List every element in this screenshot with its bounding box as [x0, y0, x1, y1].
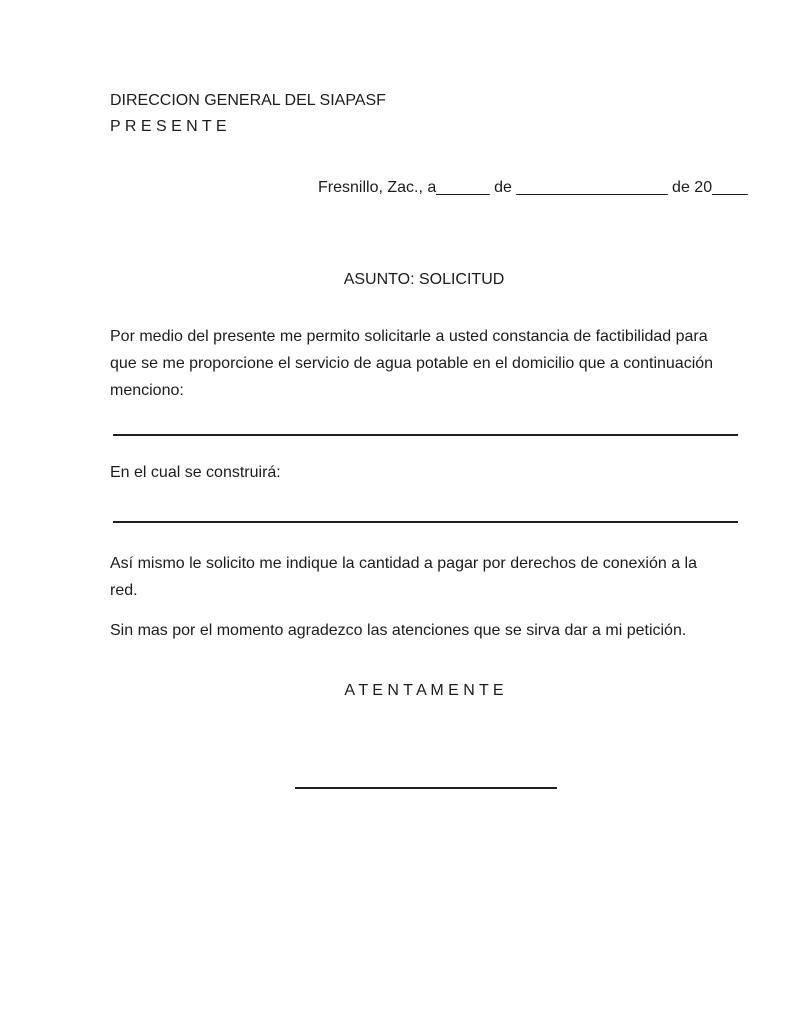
construction-fill-line — [113, 521, 738, 523]
paragraph-request-line-3: menciono: — [110, 382, 184, 399]
address-fill-line — [113, 434, 738, 436]
recipient-presente: P R E S E N T E — [110, 118, 227, 135]
subject-line: ASUNTO: SOLICITUD — [343, 271, 505, 288]
paragraph-request-line-2: que se me proporcione el servicio de agua potable en el domicilio que a continuación — [110, 355, 714, 372]
recipient-name: DIRECCION GENERAL DEL SIAPASF — [110, 92, 386, 109]
paragraph-connection-fee-line-1: Así mismo le solicito me indique la cantidad a pagar por derechos de conexión a la — [110, 555, 697, 572]
paragraph-connection-fee-line-2: red. — [110, 582, 138, 599]
recipient-block — [110, 88, 386, 140]
signature-line — [295, 787, 557, 789]
closing-atentamente: A T E N T A M E N T E — [344, 682, 504, 699]
paragraph-request-line-1: Por medio del presente me permito solicitarle a usted constancia de factibilidad para — [110, 328, 708, 345]
paragraph-request — [110, 323, 713, 404]
paragraph-connection-fee — [110, 550, 697, 604]
date-line: Fresnillo, Zac., a______ de _________________ de 20____ — [318, 179, 748, 196]
construction-label: En el cual se construirá: — [110, 464, 281, 481]
paragraph-thanks: Sin mas por el momento agradezco las atenciones que se sirva dar a mi petición. — [110, 622, 687, 639]
